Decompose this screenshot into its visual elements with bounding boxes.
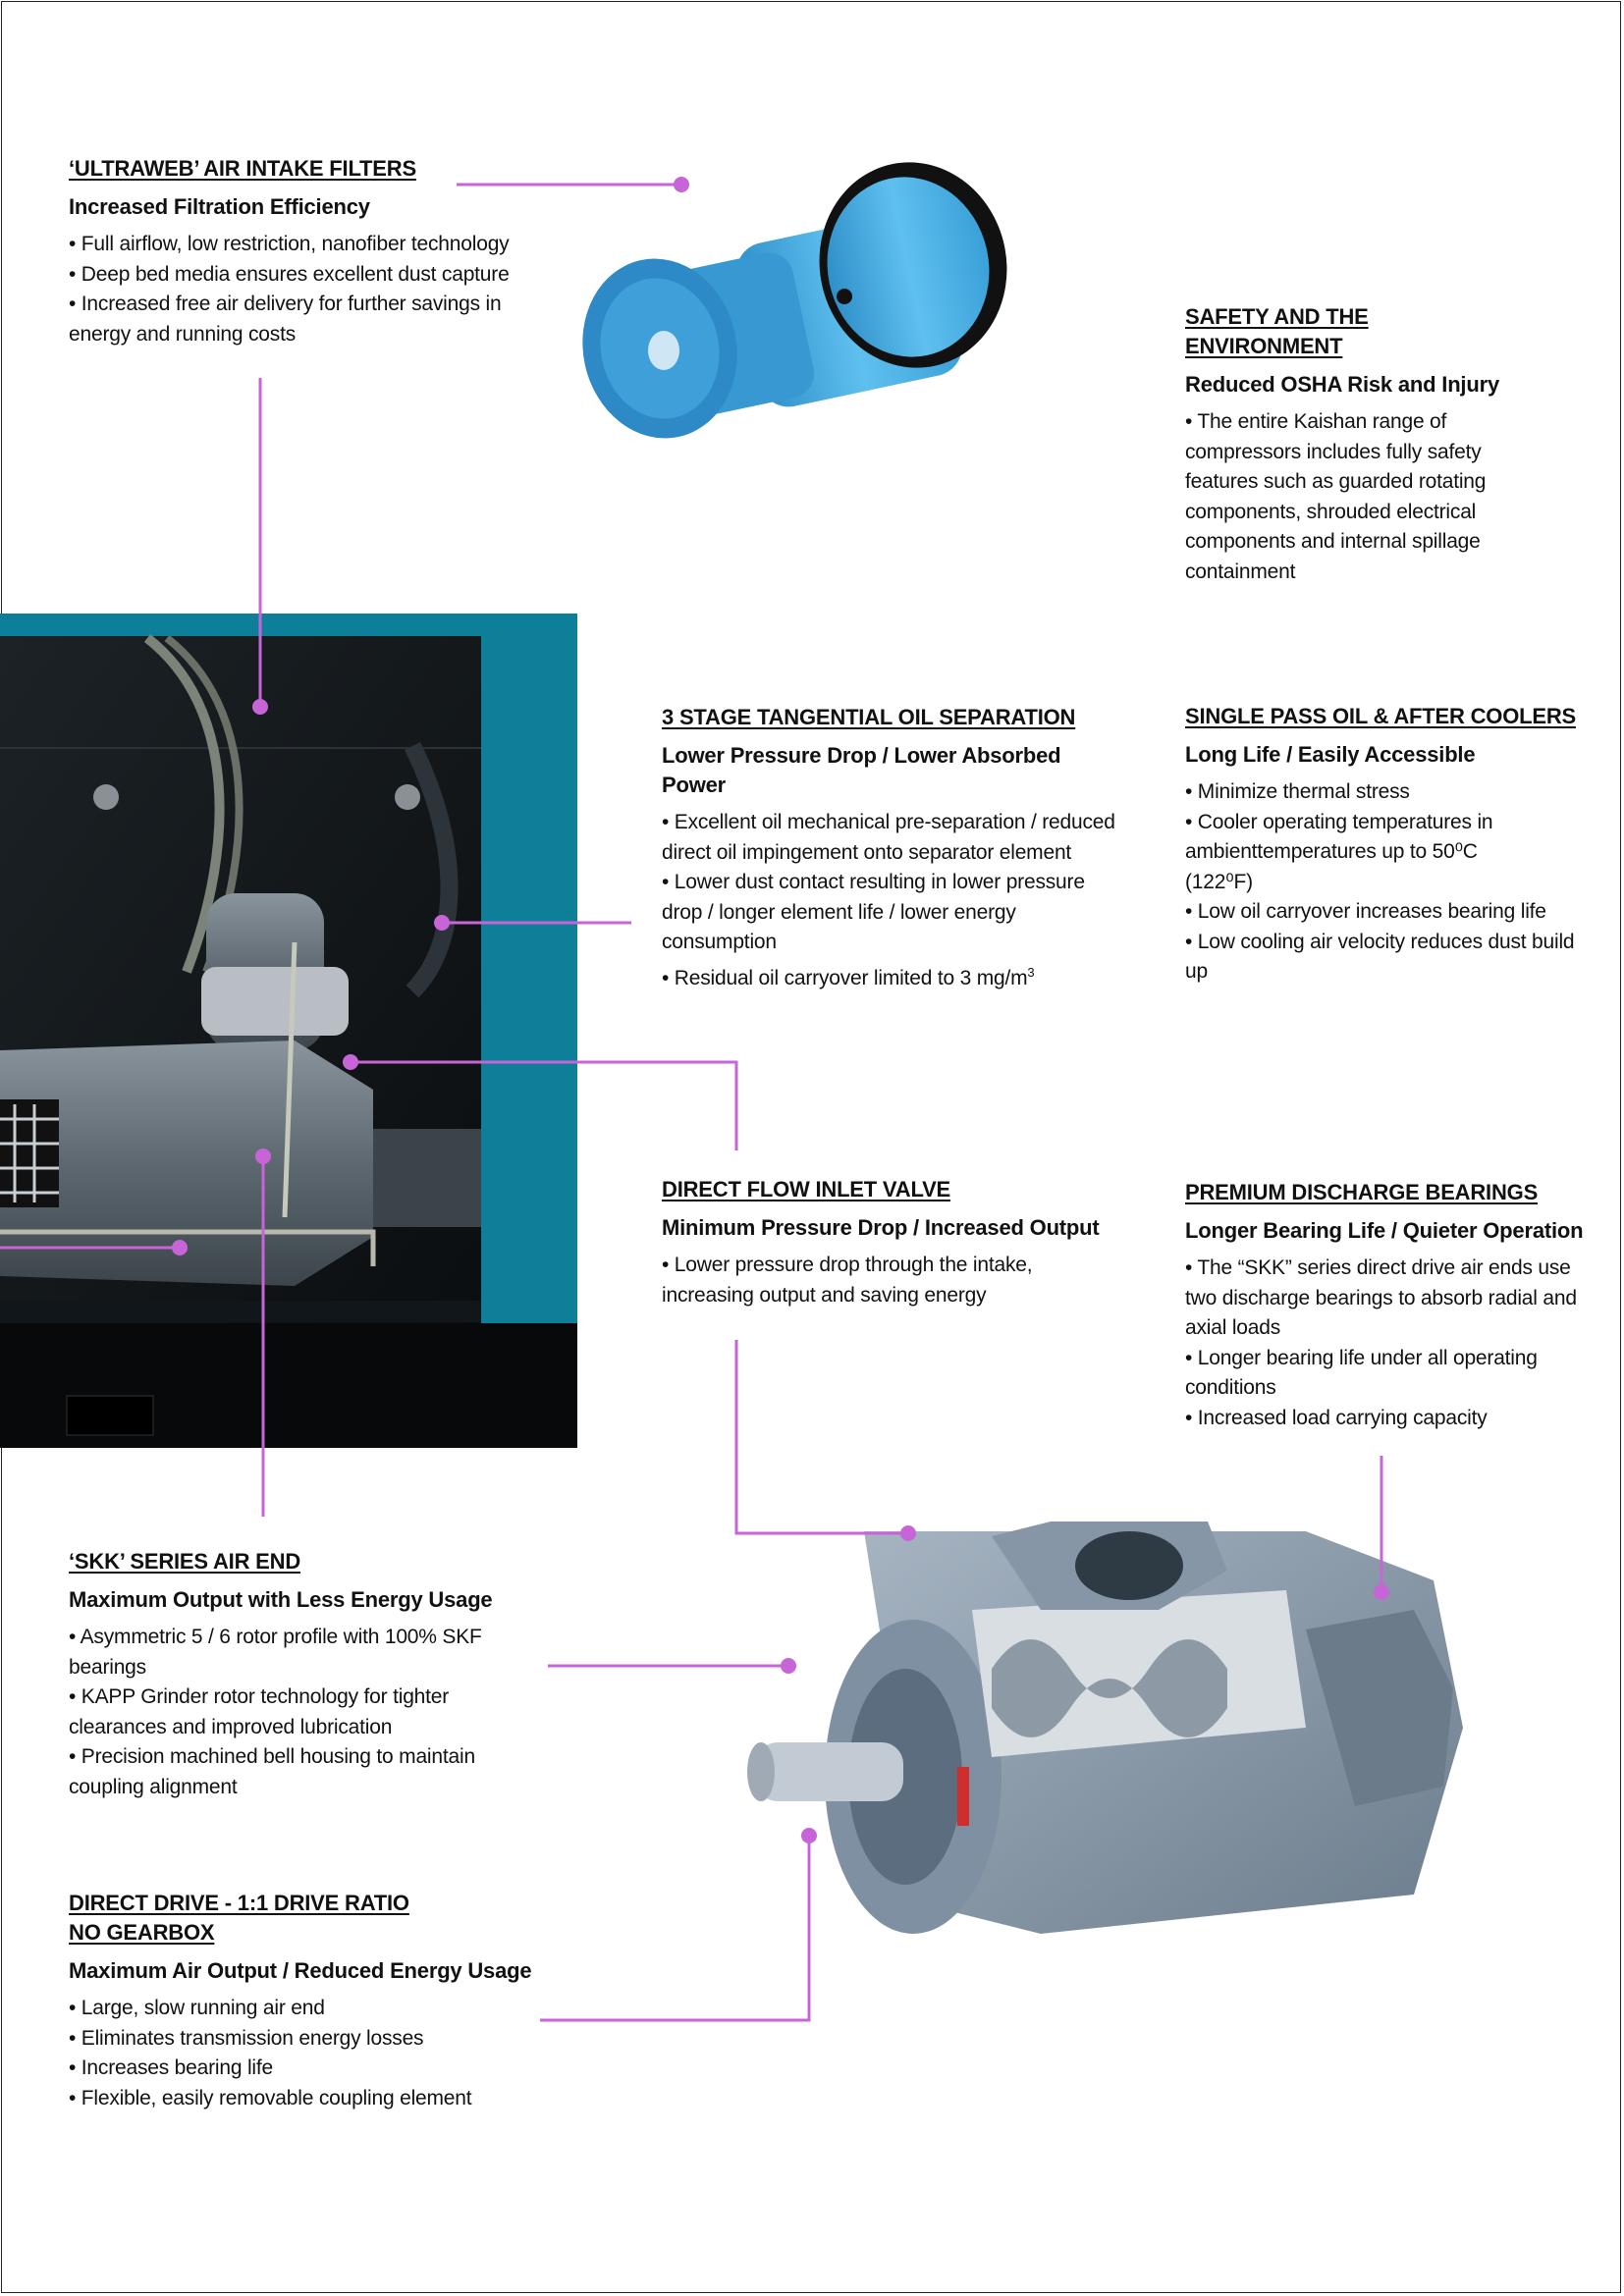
bullet-text: • Residual oil carryover limited to 3 mg/m: [662, 966, 1028, 989]
bullet: • Lower dust contact resulting in lower pressure drop / longer element life / lower energy consumption: [662, 871, 1085, 953]
bullet: • Increases bearing life: [69, 2056, 273, 2079]
bullet: • Excellent oil mechanical pre-separation / reduced direct oil impingement onto separator element: [662, 811, 1115, 864]
bullet: • Longer bearing life under all operating conditions: [1185, 1346, 1538, 1399]
bullet: • Low cooling air velocity reduces dust build up: [1185, 930, 1575, 983]
direct-drive-section: [69, 1889, 540, 2113]
bullet: • KAPP Grinder rotor technology for tighter clearances and improved lubrication: [69, 1685, 450, 1738]
section-title: SAFETY AND THE ENVIRONMENT: [1185, 304, 1369, 358]
bullet: • Increased free air delivery for further savings in energy and running costs: [69, 293, 502, 346]
bullet: • Asymmetric 5 / 6 rotor profile with 100% SKF bearings: [69, 1626, 482, 1679]
section-title: 3 STAGE TANGENTIAL OIL SEPARATION: [662, 705, 1076, 729]
section-title-line-2: NO GEARBOX: [69, 1920, 215, 1945]
bullet: • Full airflow, low restriction, nanofiber technology: [69, 233, 510, 255]
bullet: • Large, slow running air end: [69, 1997, 325, 2019]
section-title: ‘ULTRAWEB’ AIR INTAKE FILTERS: [69, 156, 416, 181]
section-subtitle: Increased Filtration Efficiency: [69, 194, 370, 219]
section-subtitle: Reduced OSHA Risk and Injury: [1185, 372, 1499, 397]
section-subtitle: Long Life / Easily Accessible: [1185, 742, 1476, 767]
oil-separation-section: [662, 703, 1128, 993]
coolers-section: [1185, 702, 1578, 988]
bullet: • The “SKK” series direct drive air ends use two discharge bearings to absorb radial and axial loads: [1185, 1256, 1577, 1339]
section-title: DIRECT FLOW INLET VALVE: [662, 1177, 951, 1201]
ultraweb-section: [69, 154, 560, 349]
section-subtitle: Maximum Output with Less Energy Usage: [69, 1587, 493, 1612]
section-subtitle: Minimum Pressure Drop / Increased Output: [662, 1215, 1100, 1240]
bullet: • Increased load carrying capacity: [1185, 1406, 1488, 1429]
section-subtitle: Longer Bearing Life / Quieter Operation: [1185, 1218, 1584, 1243]
section-subtitle: Lower Pressure Drop / Lower Absorbed Power: [662, 743, 1061, 797]
air-filter-illustration: [567, 145, 1026, 454]
bearings-section: [1185, 1178, 1588, 1433]
bullet: • Low oil carryover increases bearing life: [1185, 900, 1546, 923]
bullet: • Flexible, easily removable coupling element: [69, 2086, 472, 2109]
compressor-cabinet-illustration: [0, 614, 577, 1448]
air-end-section: [69, 1547, 530, 1802]
inlet-valve-section: [662, 1175, 1123, 1310]
bullet: • Lower pressure drop through the intake, increasing output and saving energy: [662, 1254, 1033, 1307]
section-title: ‘SKK’ SERIES AIR END: [69, 1549, 301, 1574]
section-title: PREMIUM DISCHARGE BEARINGS: [1185, 1180, 1539, 1204]
safety-section: [1185, 302, 1524, 587]
bullet: • Precision machined bell housing to maintain coupling alignment: [69, 1745, 475, 1798]
superscript: 3: [1027, 964, 1035, 980]
bullet: [662, 958, 1128, 994]
bullet: • Deep bed media ensures excellent dust capture: [69, 262, 510, 286]
bullet: • The entire Kaishan range of compressors includes fully safety features such as guarded rotating components, shrouded electrical components and internal spillage containment: [1185, 410, 1487, 583]
air-end-cutaway-illustration: [747, 1522, 1463, 1934]
bullet: • Cooler operating temperatures in ambienttemperatures up to 50⁰C (122⁰F): [1185, 810, 1493, 893]
section-title: SINGLE PASS OIL & AFTER COOLERS: [1185, 704, 1576, 728]
bullet: • Eliminates transmission energy losses: [69, 2026, 424, 2050]
section-subtitle: Maximum Air Output / Reduced Energy Usage: [69, 1958, 532, 1983]
section-title-line-1: DIRECT DRIVE - 1:1 DRIVE RATIO: [69, 1891, 409, 1915]
bullet: • Minimize thermal stress: [1185, 780, 1410, 803]
